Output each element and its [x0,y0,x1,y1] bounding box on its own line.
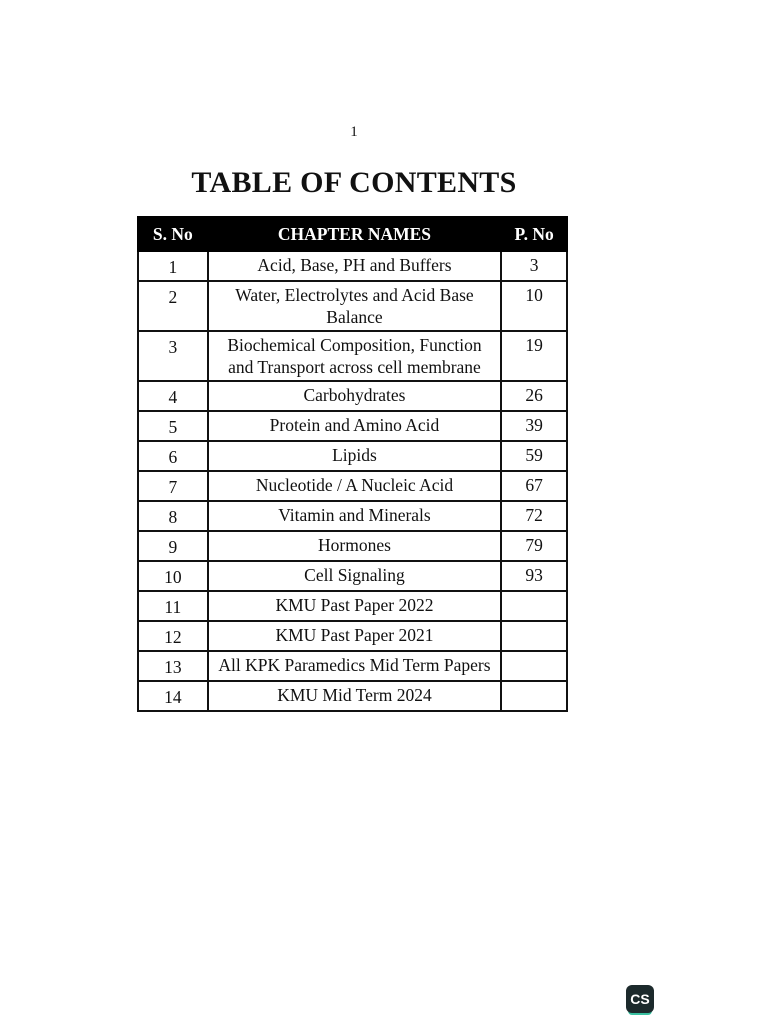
row-sno: 6 [138,441,208,471]
row-page-number [501,681,567,711]
row-page-number: 19 [501,331,567,381]
page-title: TABLE OF CONTENTS [191,166,517,199]
row-chapter-name: Water, Electrolytes and Acid Base Balance [208,281,502,331]
table-row [138,531,567,561]
row-sno: 3 [138,331,208,381]
row-chapter-name: Biochemical Composition, Function and Transport across cell membrane [208,331,502,381]
table-row [138,471,567,501]
row-chapter-name: KMU Past Paper 2021 [208,621,502,651]
row-page-number: 59 [501,441,567,471]
header-pno: P. No [501,217,567,251]
row-sno: 14 [138,681,208,711]
header-sno: S. No [138,217,208,251]
row-page-number: 93 [501,561,567,591]
row-sno: 12 [138,621,208,651]
row-sno: 2 [138,281,208,331]
row-page-number: 67 [501,471,567,501]
row-chapter-name: Acid, Base, PH and Buffers [208,251,502,281]
row-sno: 8 [138,501,208,531]
row-chapter-name: Nucleotide / A Nucleic Acid [208,471,502,501]
row-page-number: 26 [501,381,567,411]
row-sno: 5 [138,411,208,441]
table-row [138,381,567,411]
row-chapter-name: Protein and Amino Acid [208,411,502,441]
table-row [138,281,567,331]
table-row [138,651,567,681]
row-sno: 13 [138,651,208,681]
table-row [138,561,567,591]
row-page-number [501,591,567,621]
row-page-number [501,651,567,681]
table-row [138,621,567,651]
row-page-number: 79 [501,531,567,561]
row-sno: 9 [138,531,208,561]
row-chapter-name: KMU Mid Term 2024 [208,681,502,711]
row-chapter-name: Vitamin and Minerals [208,501,502,531]
table-row [138,681,567,711]
row-page-number: 10 [501,281,567,331]
row-page-number: 72 [501,501,567,531]
row-page-number: 3 [501,251,567,281]
table-row [138,501,567,531]
row-chapter-name: KMU Past Paper 2022 [208,591,502,621]
row-page-number: 39 [501,411,567,441]
table-row [138,251,567,281]
row-chapter-name: Cell Signaling [208,561,502,591]
row-page-number [501,621,567,651]
row-sno: 10 [138,561,208,591]
row-chapter-name: All KPK Paramedics Mid Term Papers [208,651,502,681]
row-sno: 4 [138,381,208,411]
table-row [138,411,567,441]
row-chapter-name: Lipids [208,441,502,471]
table-row [138,591,567,621]
toc-header-row [138,217,567,251]
row-sno: 1 [138,251,208,281]
row-chapter-name: Carbohydrates [208,381,502,411]
row-chapter-name: Hormones [208,531,502,561]
page-number: 1 [350,124,358,140]
row-sno: 7 [138,471,208,501]
table-row [138,331,567,381]
camscanner-icon: CS [626,985,654,1013]
row-sno: 11 [138,591,208,621]
toc-table [137,216,568,712]
header-chapter-names: CHAPTER NAMES [208,217,502,251]
table-row [138,441,567,471]
